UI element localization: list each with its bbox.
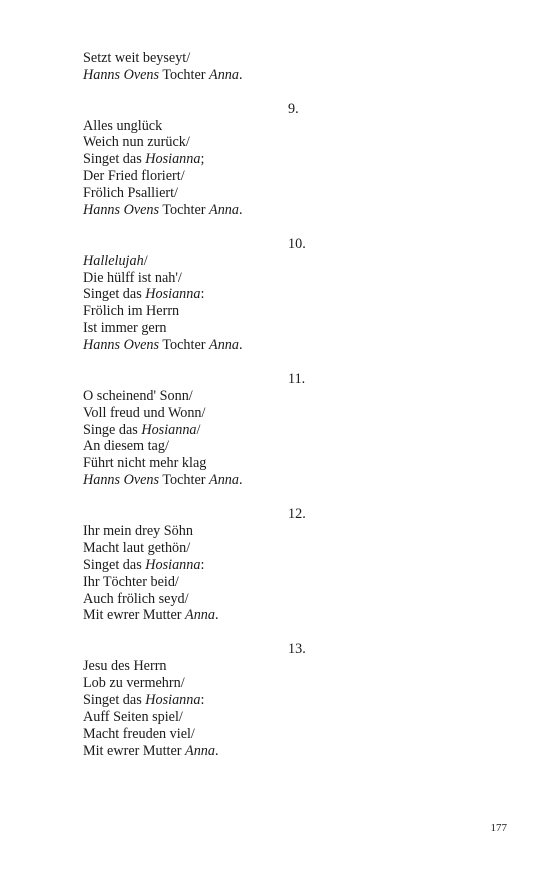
verse-line [83,607,503,624]
stanza-number: 13. [288,641,306,658]
line-segment: Hosianna [145,286,201,303]
line-segment: : [200,556,205,573]
line-segment: Weich nun zurück/ [83,134,190,151]
line-segment: Lob zu vermehrn/ [83,674,185,691]
line-segment: Anna [185,607,215,624]
line-segment: Tochter [159,337,210,354]
line-segment: Singet das [83,286,146,303]
line-segment: . [215,742,219,759]
verse-line [83,337,503,354]
verse-line [83,286,503,303]
stanza-gap [83,354,503,371]
line-segment: Auff Seiten spiel/ [83,708,183,725]
line-segment: . [238,66,243,83]
verse-line [83,168,503,185]
line-segment: Hanns Ovens [83,202,160,219]
verse-line [83,118,503,135]
verse-line [83,253,503,270]
verse-line [83,422,503,439]
stanza-number: 10. [288,235,306,252]
line-segment: Hanns Ovens [83,472,160,489]
verse-line [83,185,503,202]
verse-line [83,726,503,743]
line-segment: . [238,202,243,219]
verse-line [83,591,503,608]
line-segment: Frölich im Herrn [83,303,180,320]
verse-line [83,202,503,219]
line-segment: Hanns Ovens [83,337,160,354]
verse-line [83,743,503,760]
line-segment: Anna [209,337,239,354]
verse-line [83,151,503,168]
line-segment: / [143,252,148,269]
verse-line [83,709,503,726]
verse-line [83,574,503,591]
line-segment: Hosianna [145,151,201,168]
line-segment: Macht laut gethön/ [83,539,191,556]
line-segment: Ihr mein drey Söhn [83,522,193,539]
line-segment: Mit ewrer Mutter [83,742,186,759]
verse-line [83,405,503,422]
line-segment: Hosianna [145,691,201,708]
line-segment: . [215,607,219,624]
stanza-number: 9. [288,100,299,117]
verse-line [83,675,503,692]
stanza-gap [83,84,503,101]
line-segment: Anna [209,202,239,219]
stanza-gap [83,624,503,641]
line-segment: Ihr Töchter beid/ [83,573,179,590]
line-segment: ; [200,151,205,168]
line-segment: Anna [185,742,215,759]
stanza-gap [83,489,503,506]
verse-line [83,67,503,84]
line-segment: Mit ewrer Mutter [83,607,186,624]
line-segment: Jesu des Herrn [83,658,167,675]
line-segment: Tochter [159,66,210,83]
line-segment: Die hülff ist nah'/ [83,269,182,286]
line-segment: Anna [209,66,239,83]
line-segment: Tochter [159,472,210,489]
verse-line [83,523,503,540]
verse-line [83,455,503,472]
line-segment: : [200,286,205,303]
line-segment: Der Fried floriert/ [83,168,185,185]
line-segment: Hanns Ovens [83,66,160,83]
stanza-gap [83,219,503,236]
line-segment: . [238,337,243,354]
verse-line [83,472,503,489]
line-segment: Führt nicht mehr klag [83,455,207,472]
line-segment: Singet das [83,691,146,708]
verse-line [83,438,503,455]
verse-line [83,270,503,287]
verse-line [83,540,503,557]
line-segment: : [200,691,205,708]
verse-line [83,557,503,574]
line-segment: Voll freud und Wonn/ [83,404,206,421]
verse-line [83,320,503,337]
line-segment: Singe das [83,421,142,438]
line-segment: Macht freuden viel/ [83,725,195,742]
stanza-number: 12. [288,506,306,523]
page-number: 177 [490,822,507,834]
verse-line [83,388,503,405]
stanza-number: 11. [288,370,306,387]
line-segment: Hosianna [141,421,197,438]
line-segment: Singet das [83,556,146,573]
verse-line [83,134,503,151]
line-segment: Anna [209,472,239,489]
verse-line [83,658,503,675]
line-segment: An diesem tag/ [83,438,169,455]
line-segment: . [238,472,243,489]
line-segment: / [196,421,201,438]
line-segment: Hosianna [145,556,201,573]
line-segment: Tochter [159,202,210,219]
poem-text [83,50,503,759]
line-segment: Ist immer gern [83,320,167,337]
line-segment: Singet das [83,151,146,168]
verse-line [83,692,503,709]
line-segment: Frölich Psalliert/ [83,185,178,202]
line-segment: Setzt weit beyseyt/ [83,50,191,66]
line-segment: Auch frölich seyd/ [83,590,189,607]
verse-line [83,303,503,320]
line-segment: Hallelujah [83,252,144,269]
line-segment: Alles unglück [83,117,163,134]
verse-line [83,50,503,67]
line-segment: O scheinend' Sonn/ [83,387,193,404]
